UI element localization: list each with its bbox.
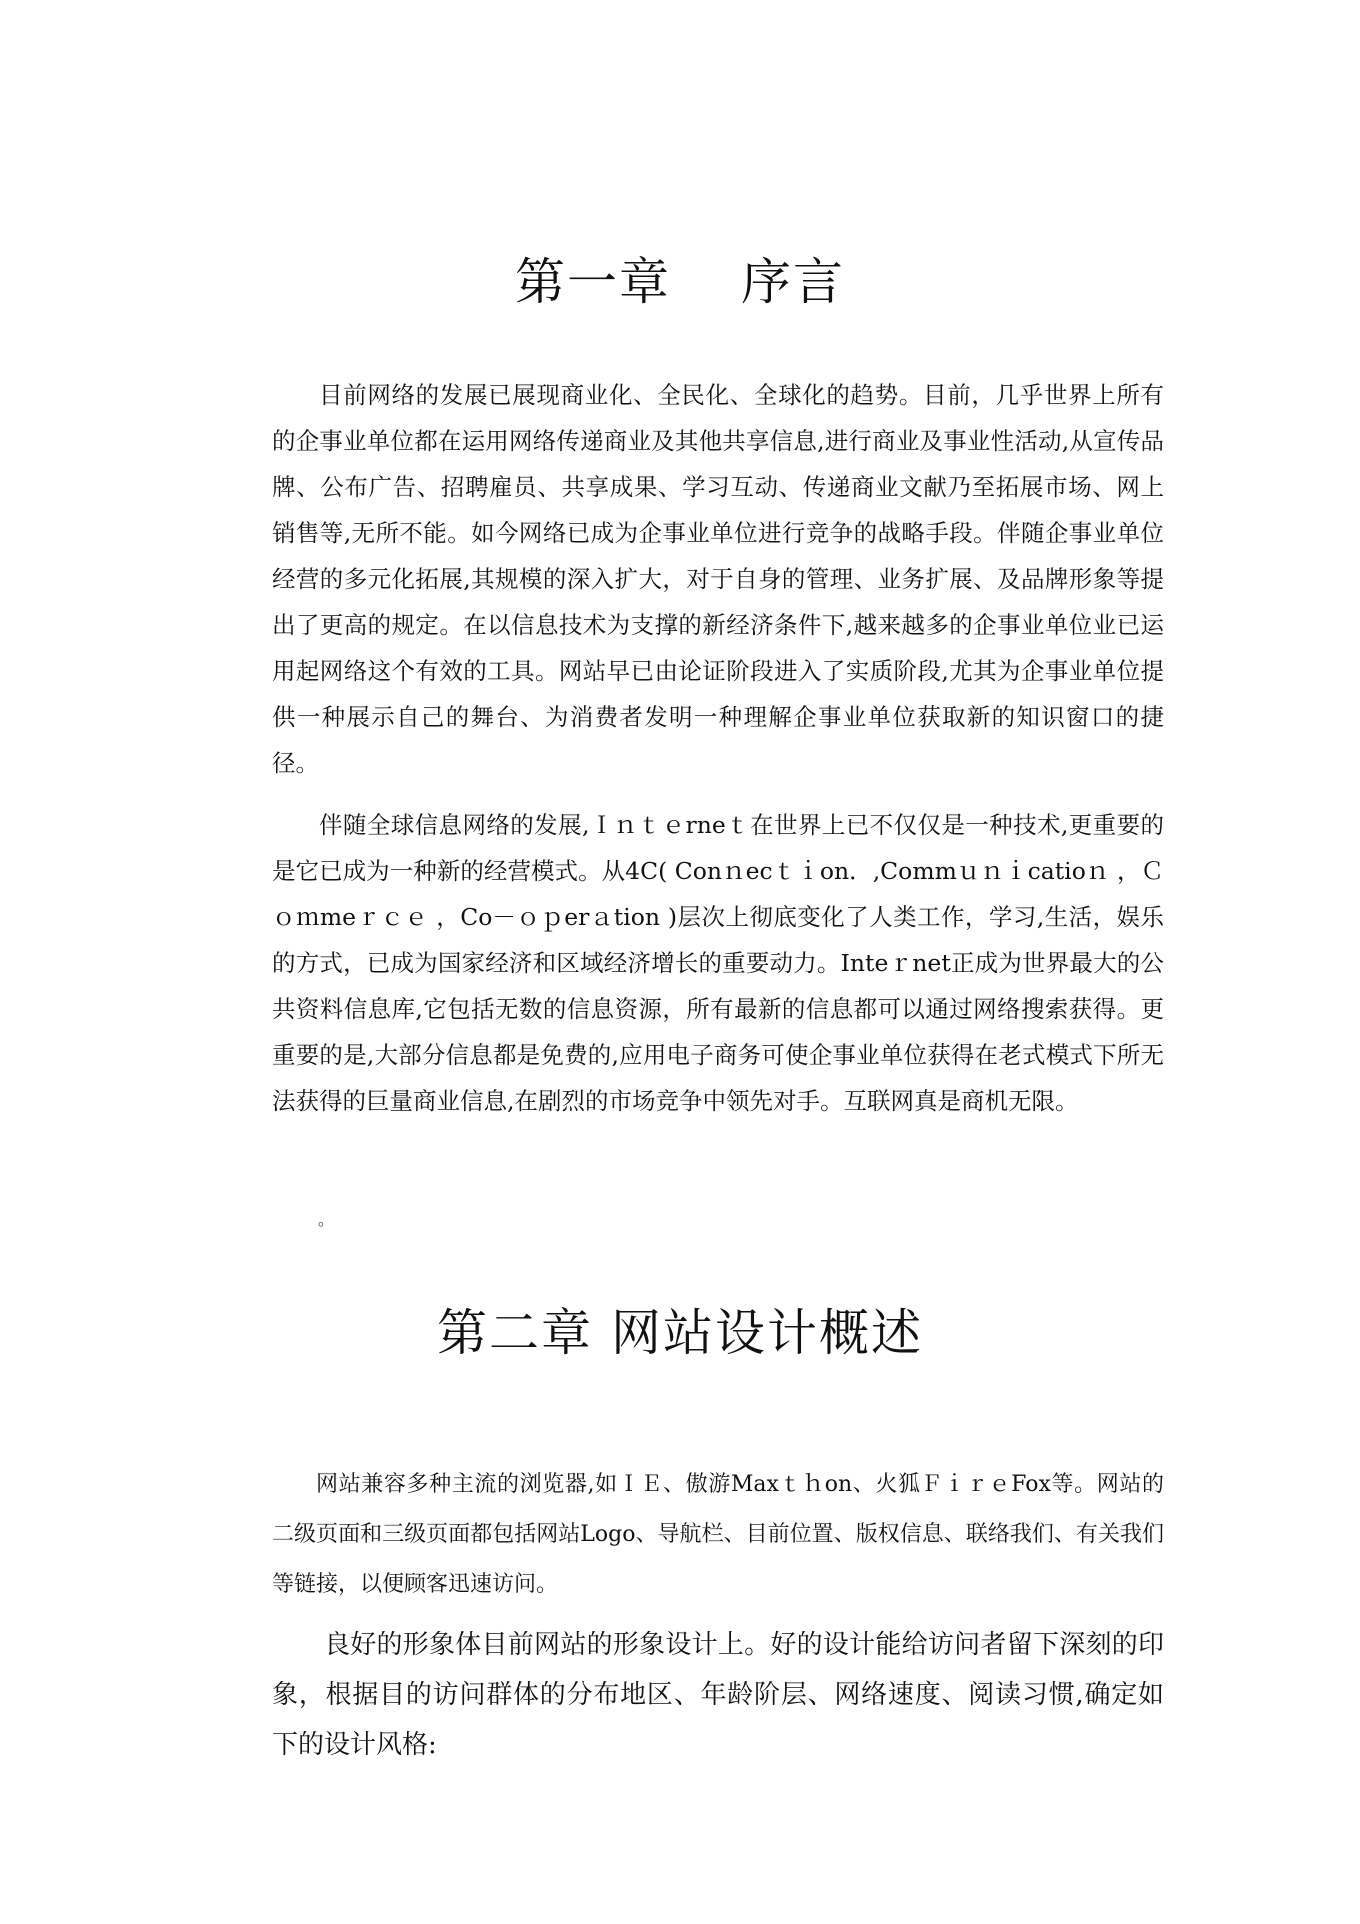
chapter-2-title: 第二章 网站设计概述	[437, 1304, 923, 1362]
chapter-2-paragraph-1: 网站兼容多种主流的浏览器,如ＩＥ、傲游Maxｔｈon、火狐ＦｉｒｅFox等。网站的二级页面和三级页面都包括网站Logo、导航栏、目前位置、版权信息、联络我们、有关我们等链接，以便顾客迅速访问。	[272, 1472, 1164, 1597]
chapter-1-paragraph-2: 伴随全球信息网络的发展,Ｉｎｔｅrneｔ在世界上已不仅仅是一种技术,更重要的是它已成为一种新的经营模式。从4C( Conｎecｔｉon．,Commｕｎｉcatioｎ ，Ｃｏｍmeｒｃｅ ，Co－ｏｐerａtion )层次上彻底变化了人类工作，学习,生活，娱乐的方式，已成为国家经济和区域经济增长的重要动力。Inteｒnet正成为世界最大的公共资料信息库,它包括无数的信息资源，所有最新的信息都可以通过网络搜索获得。更重要的是,大部分信息都是免费的,应用电子商务可使企事业单位获得在老式模式下所无法获得的巨量商业信息,在剧烈的市场竞争中领先对手。互联网真是商机无限。	[272, 811, 1164, 1115]
stray-punctuation-mark: 。	[318, 1210, 335, 1229]
chapter-2-paragraph-2: 良好的形象体目前网站的形象设计上。好的设计能给访问者留下深刻的印象，根据目的访问群体的分布地区、年龄阶层、网络速度、阅读习惯,确定如下的设计风格:	[272, 1630, 1164, 1760]
chapter-1-paragraph-1: 目前网络的发展已展现商业化、全民化、全球化的趋势。目前，几乎世界上所有的企事业单位都在运用网络传递商业及其他共享信息,进行商业及事业性活动,从宣传品牌、公布广告、招聘雇员、共享成果、学习互动、传递商业文献乃至拓展市场、网上销售等,无所不能。如今网络已成为企事业单位进行竞争的战略手段。伴随企事业单位经营的多元化拓展,其规模的深入扩大，对于自身的管理、业务扩展、及品牌形象等提出了更高的规定。在以信息技术为支撑的新经济条件下,越来越多的企事业单位业已运用起网络这个有效的工具。网站早已由论证阶段进入了实质阶段,尤其为企事业单位提供一种展示自己的舞台、为消费者发明一种理解企事业单位获取新的知识窗口的捷径。	[272, 381, 1164, 777]
chapter-1-title: 第一章 序言	[515, 253, 845, 311]
